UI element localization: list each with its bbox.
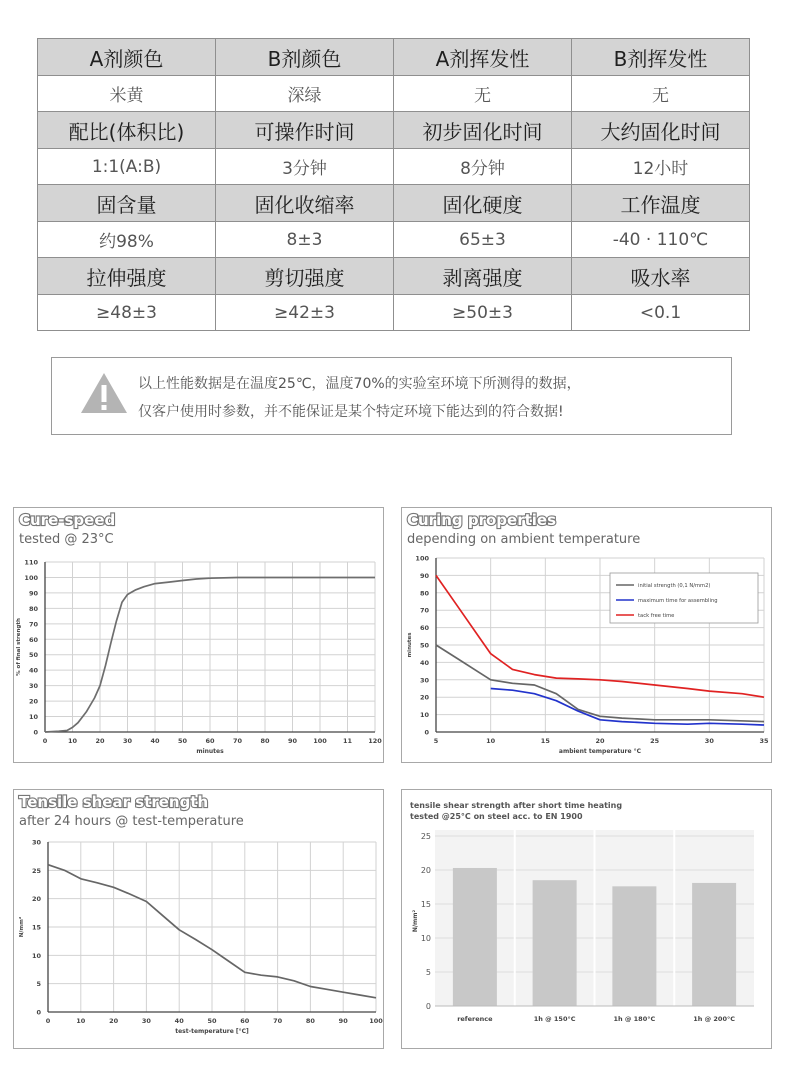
- x-tick-label: 0: [42, 737, 48, 745]
- x-tick-label: 80: [305, 1017, 315, 1025]
- table-header-row: [38, 39, 750, 76]
- x-tick-label: 20: [109, 1017, 119, 1025]
- table-value-row: [38, 295, 750, 331]
- table-header-cell: 剪切强度: [216, 258, 394, 295]
- heating-bar-chart: [401, 789, 772, 1049]
- table-header-row: [38, 258, 750, 295]
- x-axis-label: ambient temperature °C: [558, 748, 642, 755]
- x-tick-label: 10: [67, 737, 78, 745]
- y-tick-label: 40: [28, 666, 38, 675]
- tensile-shear-svg: [14, 790, 385, 1050]
- x-tick-label: 1h @ 150°C: [533, 1015, 576, 1023]
- bar: [692, 883, 736, 1006]
- y-axis-label: % of final strength: [16, 618, 22, 676]
- table-header-cell: 大约固化时间: [572, 112, 750, 149]
- x-tick-label: 20: [95, 737, 105, 745]
- table-header-cell: 固含量: [38, 185, 216, 222]
- x-tick-label: 1h @ 180°C: [613, 1015, 656, 1023]
- cure-speed-svg: [14, 508, 385, 764]
- table-header-cell: A剂挥发性: [394, 39, 572, 76]
- chart-subtitle: tested @25°C on steel acc. to EN 1900: [410, 812, 583, 821]
- y-axis-label: N/mm²: [19, 916, 25, 938]
- y-tick-label: 80: [419, 589, 429, 598]
- y-tick-label: 20: [28, 697, 38, 706]
- table-header-cell: A剂颜色: [38, 39, 216, 76]
- chart-subtitle: tested @ 23°C: [19, 532, 114, 547]
- table-value-cell: <0.1: [572, 295, 750, 331]
- table-header-cell: 工作温度: [572, 185, 750, 222]
- x-tick-label: 10: [486, 737, 496, 745]
- y-tick-label: 70: [419, 606, 429, 615]
- table-header-cell: 拉伸强度: [38, 258, 216, 295]
- table-value-cell: -40 · 110℃: [572, 222, 750, 258]
- table-value-cell: 3分钟: [216, 149, 394, 185]
- table-header-cell: 初步固化时间: [394, 112, 572, 149]
- x-tick-label: 50: [177, 737, 188, 745]
- notice-line-1: 以上性能数据是在温度25℃，温度70%的实验室环境下所测得的数据，: [138, 376, 581, 392]
- properties-table: [37, 38, 750, 331]
- table-value-cell: 无: [572, 76, 750, 112]
- y-tick-label: 70: [28, 620, 38, 629]
- x-tick-label: 11: [342, 737, 353, 745]
- x-tick-label: reference: [457, 1015, 493, 1023]
- bar: [533, 880, 577, 1006]
- legend-label: maximum time for assembling: [638, 598, 718, 604]
- x-tick-label: 5: [433, 737, 439, 745]
- x-tick-label: 90: [287, 737, 298, 745]
- y-tick-label: 60: [419, 624, 429, 633]
- x-tick-label: 25: [650, 737, 660, 745]
- table-header-cell: 配比(体积比): [38, 112, 216, 149]
- y-tick-label: 15: [420, 900, 431, 909]
- y-tick-label: 30: [419, 676, 429, 685]
- table-header-row: [38, 112, 750, 149]
- y-axis-label: minutes: [407, 632, 413, 658]
- y-tick-label: 30: [28, 682, 38, 691]
- x-tick-label: 30: [122, 737, 133, 745]
- table-value-cell: ≥50±3: [394, 295, 572, 331]
- table-value-row: [38, 222, 750, 258]
- table-value-row: [38, 149, 750, 185]
- x-tick-label: 40: [150, 737, 160, 745]
- heating-bar-svg: [402, 790, 773, 1050]
- y-tick-label: 0: [424, 728, 429, 737]
- y-tick-label: 30: [31, 838, 41, 847]
- x-axis-label: test-temperature [°C]: [175, 1028, 249, 1035]
- y-tick-label: 60: [28, 635, 38, 644]
- table-value-cell: ≥42±3: [216, 295, 394, 331]
- y-tick-label: 15: [31, 923, 41, 932]
- table-value-cell: 1:1(A:B): [38, 149, 216, 185]
- chart-subtitle: after 24 hours @ test-temperature: [19, 814, 244, 829]
- table-value-cell: 65±3: [394, 222, 572, 258]
- cure-speed-chart: [13, 507, 384, 763]
- x-tick-label: 80: [260, 737, 270, 745]
- y-tick-label: 0: [36, 1008, 41, 1017]
- notice-box: [51, 357, 732, 435]
- y-tick-label: 80: [28, 604, 38, 613]
- tensile-shear-chart: [13, 789, 384, 1049]
- curing-properties-svg: [402, 508, 773, 764]
- table-value-cell: 12小时: [572, 149, 750, 185]
- y-tick-label: 0: [33, 728, 38, 737]
- x-tick-label: 50: [207, 1017, 217, 1025]
- table-header-cell: 吸水率: [572, 258, 750, 295]
- y-tick-label: 10: [420, 934, 431, 943]
- chart-subtitle: depending on ambient temperature: [407, 532, 641, 547]
- table-value-cell: ≥48±3: [38, 295, 216, 331]
- y-tick-label: 10: [28, 713, 38, 722]
- chart-title: Cure-speed: [19, 511, 116, 529]
- x-tick-label: 35: [759, 737, 769, 745]
- x-tick-label: 1h @ 200°C: [693, 1015, 736, 1023]
- y-tick-label: 25: [31, 866, 41, 875]
- y-tick-label: 100: [415, 554, 429, 563]
- y-tick-label: 5: [425, 968, 431, 977]
- chart-title: Tensile shear strength: [19, 793, 209, 811]
- x-tick-label: 30: [704, 737, 714, 745]
- x-tick-label: 70: [273, 1017, 283, 1025]
- x-tick-label: 60: [240, 1017, 250, 1025]
- y-tick-label: 0: [425, 1002, 431, 1011]
- x-tick-label: 120: [368, 737, 382, 745]
- curing-properties-chart: [401, 507, 772, 763]
- y-tick-label: 20: [420, 866, 431, 875]
- x-tick-label: 30: [141, 1017, 151, 1025]
- x-tick-label: 40: [174, 1017, 184, 1025]
- table-header-row: [38, 185, 750, 222]
- y-tick-label: 110: [24, 558, 38, 567]
- y-tick-label: 90: [28, 589, 38, 598]
- y-tick-label: 50: [28, 651, 38, 660]
- x-tick-label: 15: [540, 737, 550, 745]
- y-tick-label: 10: [31, 951, 41, 960]
- x-axis-label: minutes: [196, 748, 224, 755]
- bar: [612, 886, 656, 1006]
- table-value-cell: 无: [394, 76, 572, 112]
- table-value-cell: 约98%: [38, 222, 216, 258]
- y-tick-label: 90: [419, 571, 429, 580]
- y-tick-label: 100: [24, 573, 38, 582]
- y-tick-label: 20: [419, 693, 429, 702]
- bar: [453, 868, 497, 1006]
- table-value-cell: 8±3: [216, 222, 394, 258]
- x-tick-label: 100: [313, 737, 327, 745]
- table-header-cell: 固化收缩率: [216, 185, 394, 222]
- table-value-cell: 8分钟: [394, 149, 572, 185]
- table-value-cell: 深绿: [216, 76, 394, 112]
- x-tick-label: 60: [205, 737, 215, 745]
- x-tick-label: 20: [595, 737, 605, 745]
- y-tick-label: 25: [420, 832, 431, 841]
- y-tick-label: 40: [419, 658, 429, 667]
- legend-label: tack free time: [638, 613, 675, 619]
- table-header-cell: 剥离强度: [394, 258, 572, 295]
- table-value-cell: 米黄: [38, 76, 216, 112]
- chart-title: tensile shear strength after short time heating: [410, 801, 623, 810]
- warning-icon: [79, 371, 129, 415]
- table-value-row: [38, 76, 750, 112]
- notice-line-2: 仅客户使用时参数，并不能保证是某个特定环境下能达到的符合数据!: [138, 404, 564, 420]
- y-tick-label: 5: [36, 980, 41, 989]
- y-tick-label: 20: [31, 895, 41, 904]
- x-tick-label: 10: [76, 1017, 86, 1025]
- x-tick-label: 90: [338, 1017, 348, 1025]
- table-header-cell: B剂挥发性: [572, 39, 750, 76]
- table-header-cell: 固化硬度: [394, 185, 572, 222]
- y-tick-label: 50: [419, 641, 429, 650]
- x-tick-label: 100: [369, 1017, 383, 1025]
- table-header-cell: B剂颜色: [216, 39, 394, 76]
- chart-title: Curing properties: [407, 511, 557, 529]
- y-axis-label: N/mm²: [412, 909, 419, 933]
- y-tick-label: 10: [419, 711, 429, 720]
- table-header-cell: 可操作时间: [216, 112, 394, 149]
- x-tick-label: 0: [45, 1017, 51, 1025]
- legend-label: initial strength (0,1 N/mm2): [638, 583, 711, 589]
- x-tick-label: 70: [232, 737, 243, 745]
